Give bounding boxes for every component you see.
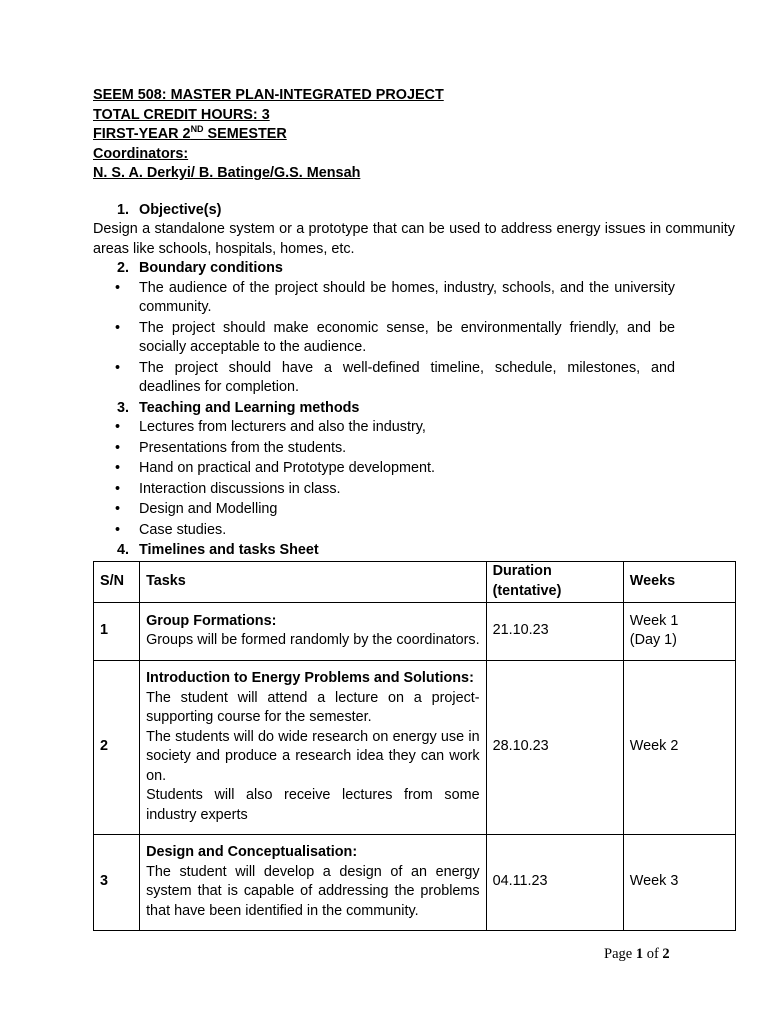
section-boundary-heading: 2. Boundary conditions xyxy=(117,260,283,276)
bullet-icon: • xyxy=(115,460,121,476)
semester: FIRST-YEAR 2ND SEMESTER xyxy=(93,124,287,142)
row-week: Week 2 xyxy=(623,660,735,834)
row-duration: 28.10.23 xyxy=(486,660,623,834)
row-duration: 21.10.23 xyxy=(486,602,623,660)
table-row xyxy=(94,660,736,834)
row-task: Group Formations: Groups will be formed randomly by the coordinators. xyxy=(140,602,487,660)
section-objective-heading: 1. Objective(s) xyxy=(117,201,222,218)
table-row xyxy=(94,834,736,930)
bullet-icon: • xyxy=(115,521,121,538)
row-sn: 3 xyxy=(94,834,140,930)
bullet-icon: • xyxy=(115,501,121,517)
list-item: • Design and Modelling xyxy=(93,500,675,520)
row-task: Design and Conceptualisation: The student will develop a design of an energy system that is capable of addressing the problems that have been identified in the community. xyxy=(140,834,487,930)
course-title: SEEM 508: MASTER PLAN-INTEGRATED PROJECT xyxy=(93,87,444,103)
list-item: • Case studies. xyxy=(93,521,675,541)
objective-text: Design a standalone system or a prototype that can be used to address energy issues in community areas like schools, hospitals, homes, etc. xyxy=(93,221,735,257)
bullet-icon: • xyxy=(115,319,121,336)
row-task: Introduction to Energy Problems and Solutions: The student will attend a lecture on a project-supporting course for the semester. The students will do wide research on energy use in society and produce a research idea they can work on. Students will also receive lectures from some industry experts xyxy=(140,660,487,834)
header-tasks: Tasks xyxy=(140,561,487,602)
header-weeks: Weeks xyxy=(623,561,735,602)
bullet-icon: • xyxy=(115,359,121,376)
bullet-icon: • xyxy=(115,439,121,456)
list-item: • The project should make economic sense, be environmentally friendly, and be socially acceptable to the audience. xyxy=(115,319,675,355)
section-timelines-heading: 4. Timelines and tasks Sheet xyxy=(117,542,319,558)
table-row xyxy=(94,602,736,660)
coordinators-label: Coordinators: xyxy=(93,145,189,162)
bullet-icon: • xyxy=(115,279,121,296)
list-item: • The project should have a well-defined timeline, schedule, milestones, and deadlines for completion. xyxy=(115,359,675,395)
section-teaching-heading: 3. Teaching and Learning methods xyxy=(117,399,360,416)
credit-hours: TOTAL CREDIT HOURS: 3 xyxy=(93,106,270,123)
bullet-icon: • xyxy=(115,480,121,497)
row-duration: 04.11.23 xyxy=(486,834,623,930)
coordinators-names: N. S. A. Derkyi/ B. Batinge/G.S. Mensah xyxy=(93,165,361,181)
list-item: • Hand on practical and Prototype development. xyxy=(93,459,675,479)
page-footer: Page 1 of 2 xyxy=(604,946,670,962)
document-page xyxy=(93,86,735,931)
boundary-list xyxy=(93,279,735,398)
row-week: Week 1 (Day 1) xyxy=(623,602,735,660)
header-sn: S/N xyxy=(94,561,140,602)
table-header-row xyxy=(94,561,736,602)
list-item: • Lectures from lecturers and also the industry, xyxy=(93,418,675,438)
list-item: • Interaction discussions in class. xyxy=(93,480,675,500)
timelines-table xyxy=(93,561,736,931)
teaching-list xyxy=(93,418,735,540)
row-week: Week 3 xyxy=(623,834,735,930)
bullet-icon: • xyxy=(115,419,121,435)
row-sn: 1 xyxy=(94,602,140,660)
row-sn: 2 xyxy=(94,660,140,834)
list-item: • Presentations from the students. xyxy=(93,439,675,459)
list-item: • The audience of the project should be homes, industry, schools, and the university community. xyxy=(115,279,675,315)
header-duration: Duration (tentative) xyxy=(486,561,623,602)
